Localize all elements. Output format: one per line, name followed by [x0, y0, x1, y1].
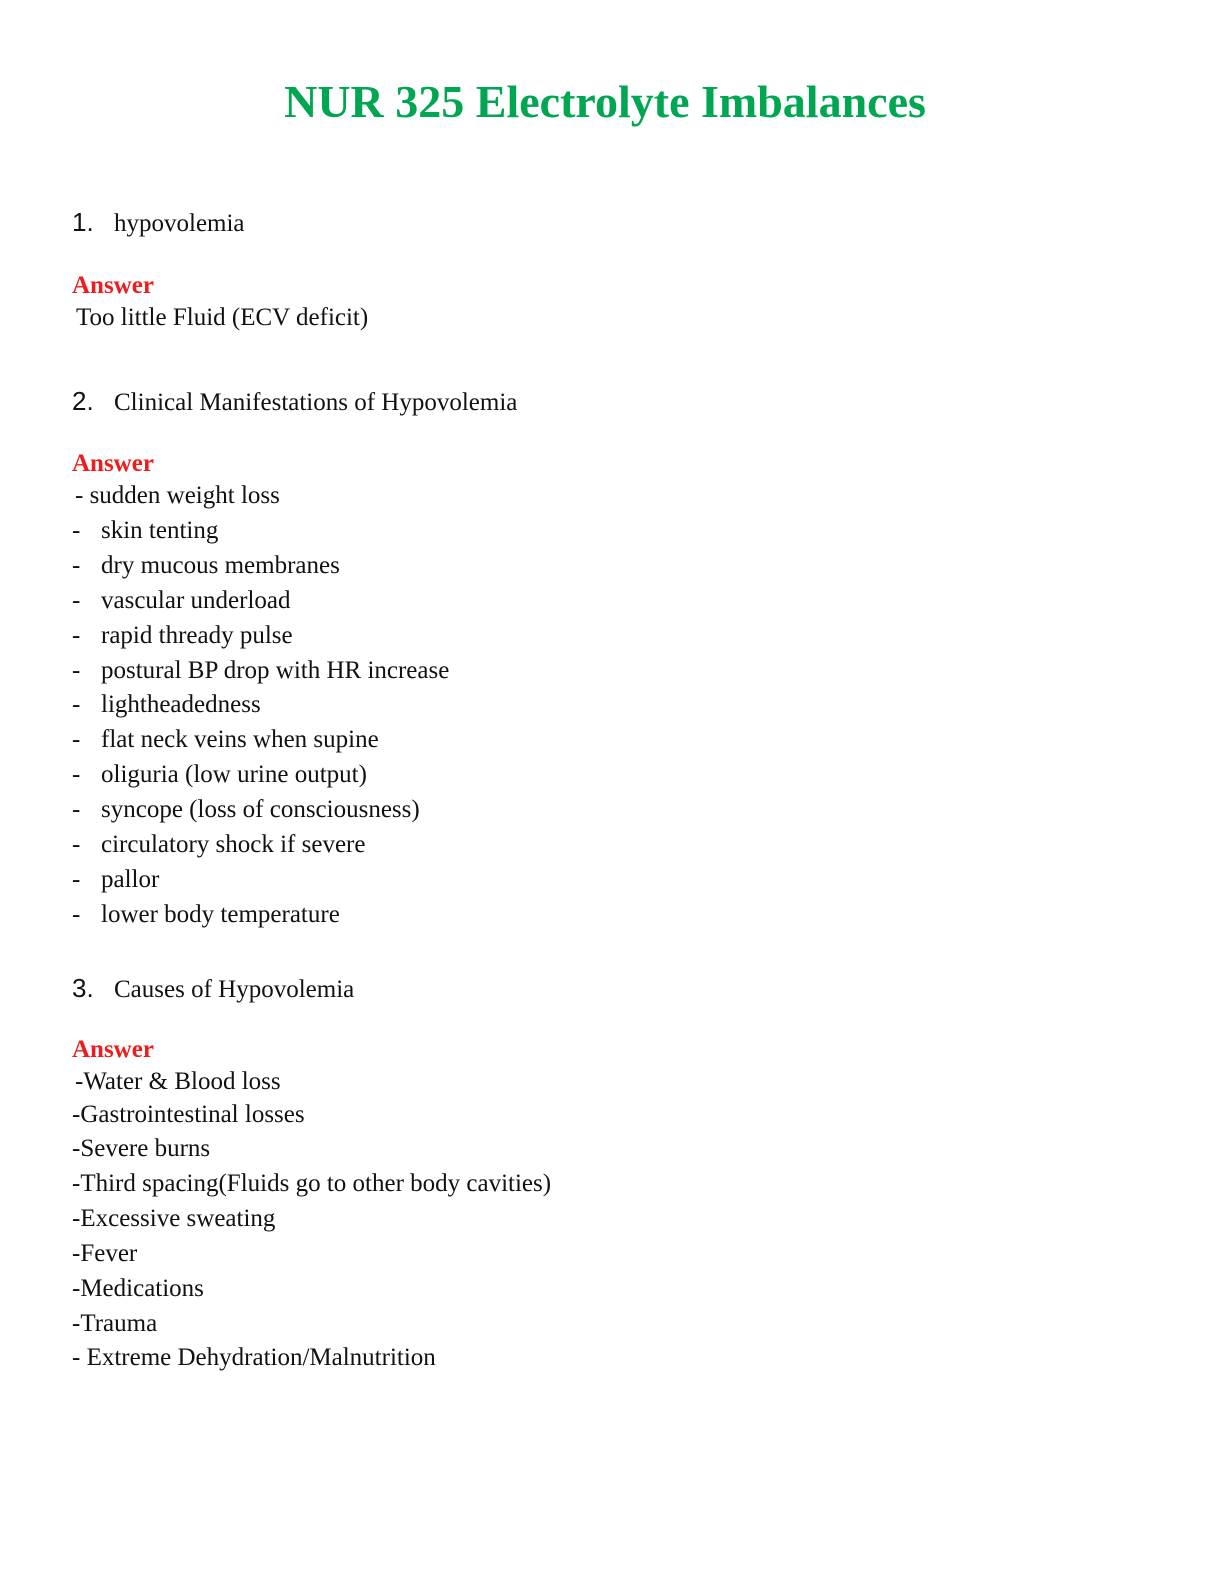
bullet-dash: - [72, 796, 81, 823]
cause-item: -Fever [72, 1240, 138, 1267]
question-2-answer-first-line: - sudden weight loss [75, 482, 280, 509]
question-2-answer-label: Answer [72, 450, 154, 477]
question-1-number: 1. [72, 207, 94, 237]
document-title: NUR 325 Electrolyte Imbalances [284, 76, 926, 127]
manifestation-text: lightheadedness [101, 691, 261, 718]
bullet-dash: - [72, 726, 81, 753]
cause-item: -Medications [72, 1275, 204, 1302]
question-1 [72, 207, 245, 239]
manifestation-text: rapid thready pulse [101, 622, 293, 649]
manifestation-item [72, 865, 159, 895]
question-2 [72, 386, 517, 418]
manifestation-text: syncope (loss of consciousness) [101, 796, 420, 823]
bullet-dash: - [72, 866, 81, 893]
manifestation-text: dry mucous membranes [101, 552, 340, 579]
cause-item: -Water & Blood loss [75, 1068, 281, 1095]
manifestation-item [72, 621, 293, 651]
question-2-number: 2. [72, 386, 94, 416]
bullet-dash: - [72, 657, 81, 684]
cause-item: -Severe burns [72, 1135, 211, 1162]
manifestation-text: skin tenting [101, 517, 219, 544]
bullet-dash: - [72, 691, 81, 718]
manifestation-item [72, 551, 340, 581]
question-1-text: hypovolemia [114, 210, 245, 237]
manifestation-item [72, 586, 291, 616]
bullet-dash: - [72, 517, 81, 544]
question-1-answer-line: Too little Fluid (ECV deficit) [76, 304, 369, 331]
bullet-dash: - [72, 901, 81, 928]
question-3 [72, 973, 354, 1005]
manifestation-item [72, 795, 420, 825]
cause-item: -Gastrointestinal losses [72, 1101, 305, 1128]
manifestation-item [72, 690, 261, 720]
manifestation-text: lower body temperature [101, 901, 340, 928]
manifestation-item [72, 760, 367, 790]
cause-item: -Third spacing(Fluids go to other body cavities) [72, 1170, 552, 1197]
cause-item: - Extreme Dehydration/Malnutrition [72, 1344, 436, 1371]
manifestation-text: pallor [101, 866, 160, 893]
manifestation-text: vascular underload [101, 587, 291, 614]
bullet-dash: - [72, 587, 81, 614]
bullet-dash: - [72, 622, 81, 649]
cause-item: -Trauma [72, 1310, 158, 1337]
bullet-dash: - [72, 831, 81, 858]
manifestation-item [72, 900, 340, 930]
question-1-answer-label: Answer [72, 272, 154, 299]
question-3-answer-label: Answer [72, 1036, 154, 1063]
question-2-text: Clinical Manifestations of Hypovolemia [114, 389, 518, 416]
bullet-dash: - [72, 552, 81, 579]
manifestation-text: circulatory shock if severe [101, 831, 366, 858]
manifestation-item [72, 656, 449, 686]
manifestation-item [72, 725, 379, 755]
bullet-dash: - [72, 761, 81, 788]
manifestation-item [72, 516, 218, 546]
cause-item: -Excessive sweating [72, 1205, 276, 1232]
manifestation-text: postural BP drop with HR increase [101, 657, 450, 684]
question-3-number: 3. [72, 973, 94, 1003]
manifestation-text: flat neck veins when supine [101, 726, 379, 753]
question-3-text: Causes of Hypovolemia [114, 976, 355, 1003]
manifestation-text: oliguria (low urine output) [101, 761, 367, 788]
manifestation-item [72, 830, 365, 860]
